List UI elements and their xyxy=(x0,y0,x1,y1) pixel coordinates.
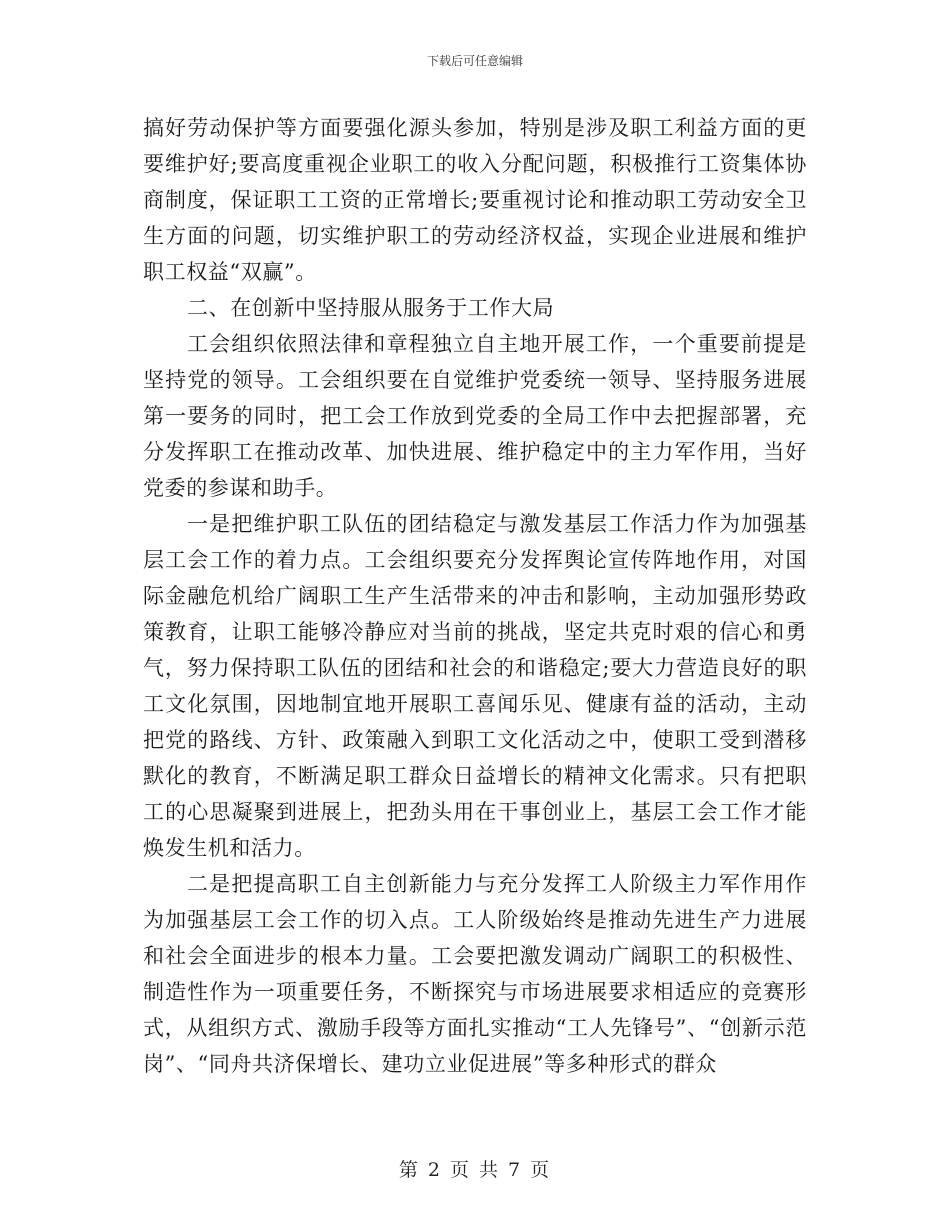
paragraph-point-one: 一是把维护职工队伍的团结稳定与激发基层工作活力作为加强基层工会工作的着力点。工会组织要充分发挥舆论宣传阵地作用，对国际金融危机给广阔职工生产生活带来的冲击和影响，主动加强形势政策教育，让职工能够冷静应对当前的挑战，坚定共克时艰的信心和勇气，努力保持职工队伍的团结和社会的和谐稳定;要大力营造良好的职工文化氛围，因地制宜地开展职工喜闻乐见、健康有益的活动，主动把党的路线、方针、政策融入到职工文化活动之中，使职工受到潜移默化的教育，不断满足职工群众日益增长的精神文化需求。只有把职工的心思凝聚到进展上，把劲头用在干事创业上，基层工会工作才能焕发生机和活力。 xyxy=(143,512,807,860)
document-body xyxy=(143,110,807,1082)
section-heading: 二、在创新中坚持服从服务于工作大局 xyxy=(187,296,555,320)
page-header-note: 下载后可任意编辑 xyxy=(426,54,523,68)
paragraph-party-leadership: 工会组织依照法律和章程独立自主地开展工作，一个重要前提是坚持党的领导。工会组织要在自觉维护党委统一领导、坚持服务进展第一要务的同时，把工会工作放到党委的全局工作中去把握部署，充分发挥职工在推动改革、加快进展、维护稳定中的主力军作用，当好党委的参谋和助手。 xyxy=(143,332,807,500)
page-number: 第 2 页 共 7 页 xyxy=(398,1159,552,1181)
paragraph-point-two: 二是把提高职工自主创新能力与充分发挥工人阶级主力军作用作为加强基层工会工作的切入点。工人阶级始终是推动先进生产力进展和社会全面进步的根本力量。工会要把激发调动广阔职工的积极性、制造性作为一项重要任务，不断探究与市场进展要求相适应的竞赛形式，从组织方式、激励手段等方面扎实推动“工人先锋号”、“创新示范岗”、“同舟共济保增长、建功立业促进展”等多种形式的群众 xyxy=(143,872,807,1076)
paragraph-continuation: 搞好劳动保护等方面要强化源头参加，特别是涉及职工利益方面的更要维护好;要高度重视企业职工的收入分配问题，积极推行工资集体协商制度，保证职工工资的正常增长;要重视讨论和推动职工劳动安全卫生方面的问题，切实维护职工的劳动经济权益，实现企业进展和维护职工权益“双赢”。 xyxy=(143,116,807,284)
